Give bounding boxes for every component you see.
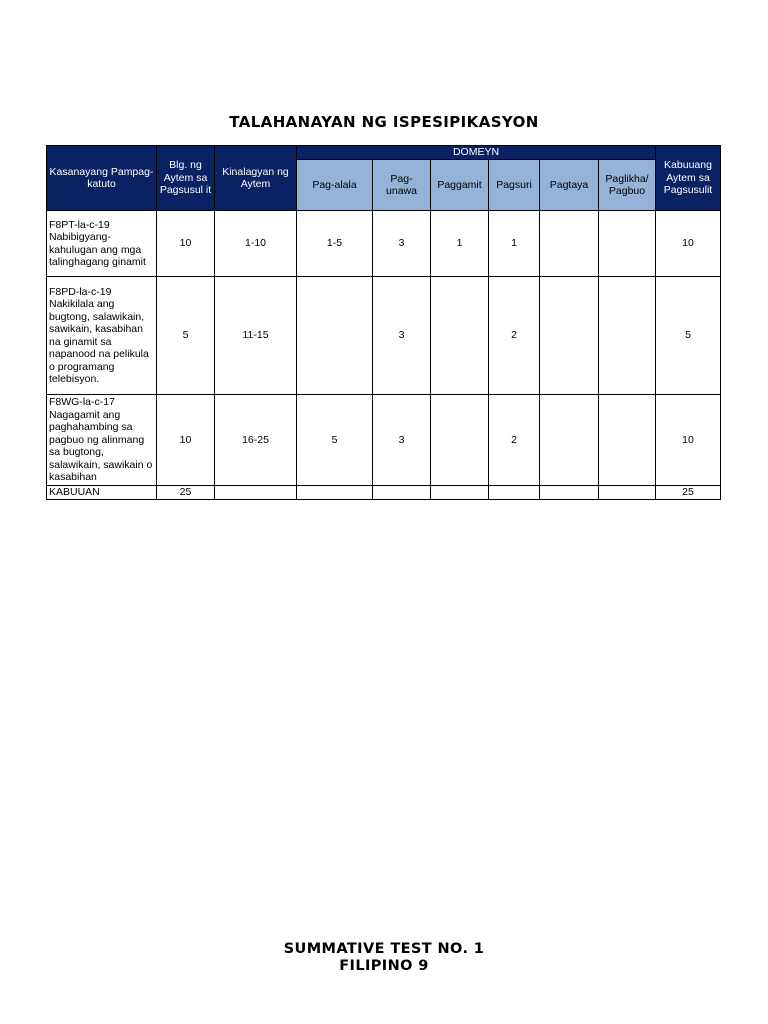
competency-cell: F8WG-la-c-17 Nagagamit ang paghahambing sa pagbuo ng alinmang sa bugtong, salawikain, sawikain o kasabihan (47, 395, 157, 486)
total-cell: 5 (656, 277, 721, 395)
domain-cell-pag-unawa: 3 (373, 211, 431, 277)
placement-cell: 1-10 (215, 211, 297, 277)
header-total: Kabuuang Aytem sa Pagsusulit (656, 146, 721, 211)
header-domain-pag-alala: Pag-alala (297, 160, 373, 211)
domain-cell-pagtaya (540, 277, 599, 395)
header-item-count: Blg. ng Aytem sa Pagsusul it (157, 146, 215, 211)
total-row-total: 25 (656, 486, 721, 500)
item-count-cell: 5 (157, 277, 215, 395)
subject-title: FILIPINO 9 (339, 958, 429, 974)
header-domain-paggamit: Paggamit (431, 160, 489, 211)
domain-cell-paggamit (431, 395, 489, 486)
domain-cell-paglikha (599, 277, 656, 395)
header-domain-pagtaya: Pagtaya (540, 160, 599, 211)
page-title: TALAHANAYAN NG ISPESIPIKASYON (229, 113, 539, 131)
total-row-empty-cell (599, 486, 656, 500)
domain-cell-pagsuri: 1 (489, 211, 540, 277)
test-heading (0, 941, 768, 975)
total-row-empty-cell (431, 486, 489, 500)
total-cell: 10 (656, 211, 721, 277)
domain-cell-pagsuri: 2 (489, 277, 540, 395)
table-row (47, 277, 721, 395)
domain-cell-paglikha (599, 211, 656, 277)
total-row-count: 25 (157, 486, 215, 500)
domain-cell-paggamit (431, 277, 489, 395)
header-domain-pagsuri: Pagsuri (489, 160, 540, 211)
table-row (47, 211, 721, 277)
placement-cell: 11-15 (215, 277, 297, 395)
domain-cell-pagtaya (540, 395, 599, 486)
domain-cell-pagsuri: 2 (489, 395, 540, 486)
domain-cell-paggamit: 1 (431, 211, 489, 277)
total-row-empty-cell (540, 486, 599, 500)
total-row (47, 486, 721, 500)
header-domain-paglikha: Paglikha/ Pagbuo (599, 160, 656, 211)
test-title: SUMMATIVE TEST NO. 1 (283, 941, 485, 957)
competency-cell: F8PT-la-c-19 Nabibigyang-kahulugan ang mga talinghagang ginamit (47, 211, 157, 277)
total-row-empty-cell (373, 486, 431, 500)
domain-cell-pag-alala (297, 277, 373, 395)
header-competency: Kasanayang Pampag-katuto (47, 146, 157, 211)
domain-cell-pagtaya (540, 211, 599, 277)
domain-cell-pag-unawa: 3 (373, 395, 431, 486)
total-row-empty-cell (215, 486, 297, 500)
item-count-cell: 10 (157, 395, 215, 486)
table-row (47, 395, 721, 486)
domain-cell-pag-unawa: 3 (373, 277, 431, 395)
item-count-cell: 10 (157, 211, 215, 277)
header-item-placement: Kinalagyan ng Aytem (215, 146, 297, 211)
specification-table (46, 145, 721, 500)
domain-cell-paglikha (599, 395, 656, 486)
placement-cell: 16-25 (215, 395, 297, 486)
domain-cell-pag-alala: 1-5 (297, 211, 373, 277)
header-domain: DOMEYN (297, 146, 656, 160)
header-domain-pag-unawa: Pag-unawa (373, 160, 431, 211)
total-row-empty-cell (489, 486, 540, 500)
domain-cell-pag-alala: 5 (297, 395, 373, 486)
total-cell: 10 (656, 395, 721, 486)
total-row-label: KABUUAN (47, 486, 157, 500)
competency-cell: F8PD-la-c-19 Nakikilala ang bugtong, salawikain, sawikain, kasabihan na ginamit sa napanood na pelikula o programang telebisyon. (47, 277, 157, 395)
total-row-empty-cell (297, 486, 373, 500)
